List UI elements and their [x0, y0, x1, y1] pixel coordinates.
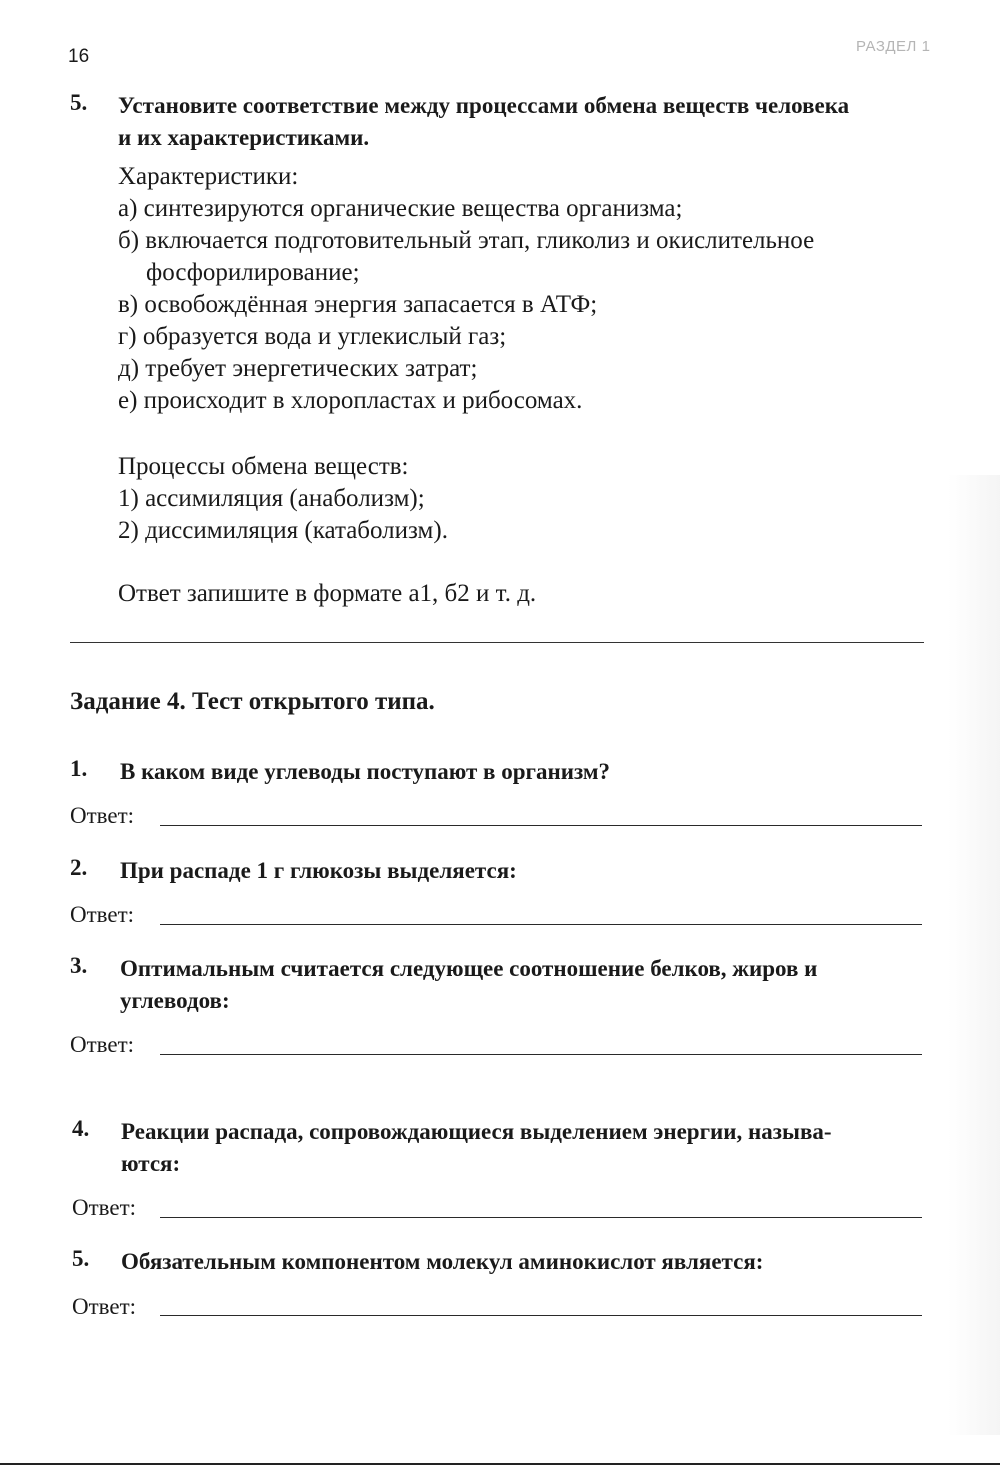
section-label: РАЗДЕЛ 1 — [856, 38, 931, 55]
section4-heading: Задание 4. Тест открытого типа. — [70, 688, 435, 715]
page-number: 16 — [68, 46, 90, 67]
answer-1-label: Ответ: — [70, 803, 135, 828]
characteristic-d: д) требует энергетических затрат; — [118, 355, 478, 382]
task5-number: 5. — [70, 90, 88, 115]
characteristic-e: е) происходит в хлоропластах и рибосомах. — [118, 387, 583, 414]
question-2-number: 2. — [70, 855, 88, 880]
characteristic-g: г) образуется вода и углекислый газ; — [118, 323, 507, 350]
question-5-text: Обязательным компонентом молекул аминокислот является: — [121, 1249, 764, 1274]
format-note: Ответ запишите в формате а1, б2 и т. д. — [118, 580, 537, 607]
scan-bottom-edge — [0, 1463, 1000, 1465]
section-divider — [70, 642, 924, 643]
question-3-text-line2: углеводов: — [120, 988, 230, 1013]
scan-edge-shadow — [948, 475, 1000, 1435]
task5-title-line1: Установите соответствие между процессами обмена веществ человека — [118, 93, 850, 118]
answer-5-label: Ответ: — [72, 1294, 137, 1319]
answer-1-line[interactable] — [160, 825, 922, 826]
answer-2-line[interactable] — [160, 924, 922, 925]
answer-4-label: Ответ: — [72, 1195, 137, 1220]
question-2-text: При распаде 1 г глюкозы выделяется: — [120, 858, 517, 883]
process-1: 1) ассимиляция (анаболизм); — [118, 485, 425, 512]
question-3-text-line1: Оптимальным считается следующее соотношение белков, жиров и — [120, 956, 818, 981]
process-2: 2) диссимиляция (катаболизм). — [118, 517, 448, 544]
answer-3-label: Ответ: — [70, 1032, 135, 1057]
answer-3-line[interactable] — [160, 1054, 922, 1055]
question-3-number: 3. — [70, 953, 88, 978]
characteristics-heading: Характеристики: — [118, 163, 299, 190]
characteristic-a: а) синтезируются органические вещества организма; — [118, 195, 683, 222]
question-4-number: 4. — [72, 1116, 90, 1141]
characteristic-v: в) освобождённая энергия запасается в АТФ; — [118, 291, 598, 318]
characteristic-b-continuation: фосфорилирование; — [146, 259, 360, 286]
question-1-number: 1. — [70, 756, 88, 781]
task5-title-line2: и их характеристиками. — [118, 125, 370, 150]
question-5-number: 5. — [72, 1246, 90, 1271]
question-4-text-line2: ются: — [121, 1151, 181, 1176]
processes-heading: Процессы обмена веществ: — [118, 453, 409, 480]
answer-5-line[interactable] — [160, 1315, 922, 1316]
question-1-text: В каком виде углеводы поступают в организм? — [120, 759, 611, 784]
answer-4-line[interactable] — [160, 1217, 922, 1218]
characteristic-b: б) включается подготовительный этап, гликолиз и окислительное — [118, 227, 815, 254]
answer-2-label: Ответ: — [70, 902, 135, 927]
question-4-text-line1: Реакции распада, сопровождающиеся выделением энергии, называ- — [121, 1119, 832, 1144]
